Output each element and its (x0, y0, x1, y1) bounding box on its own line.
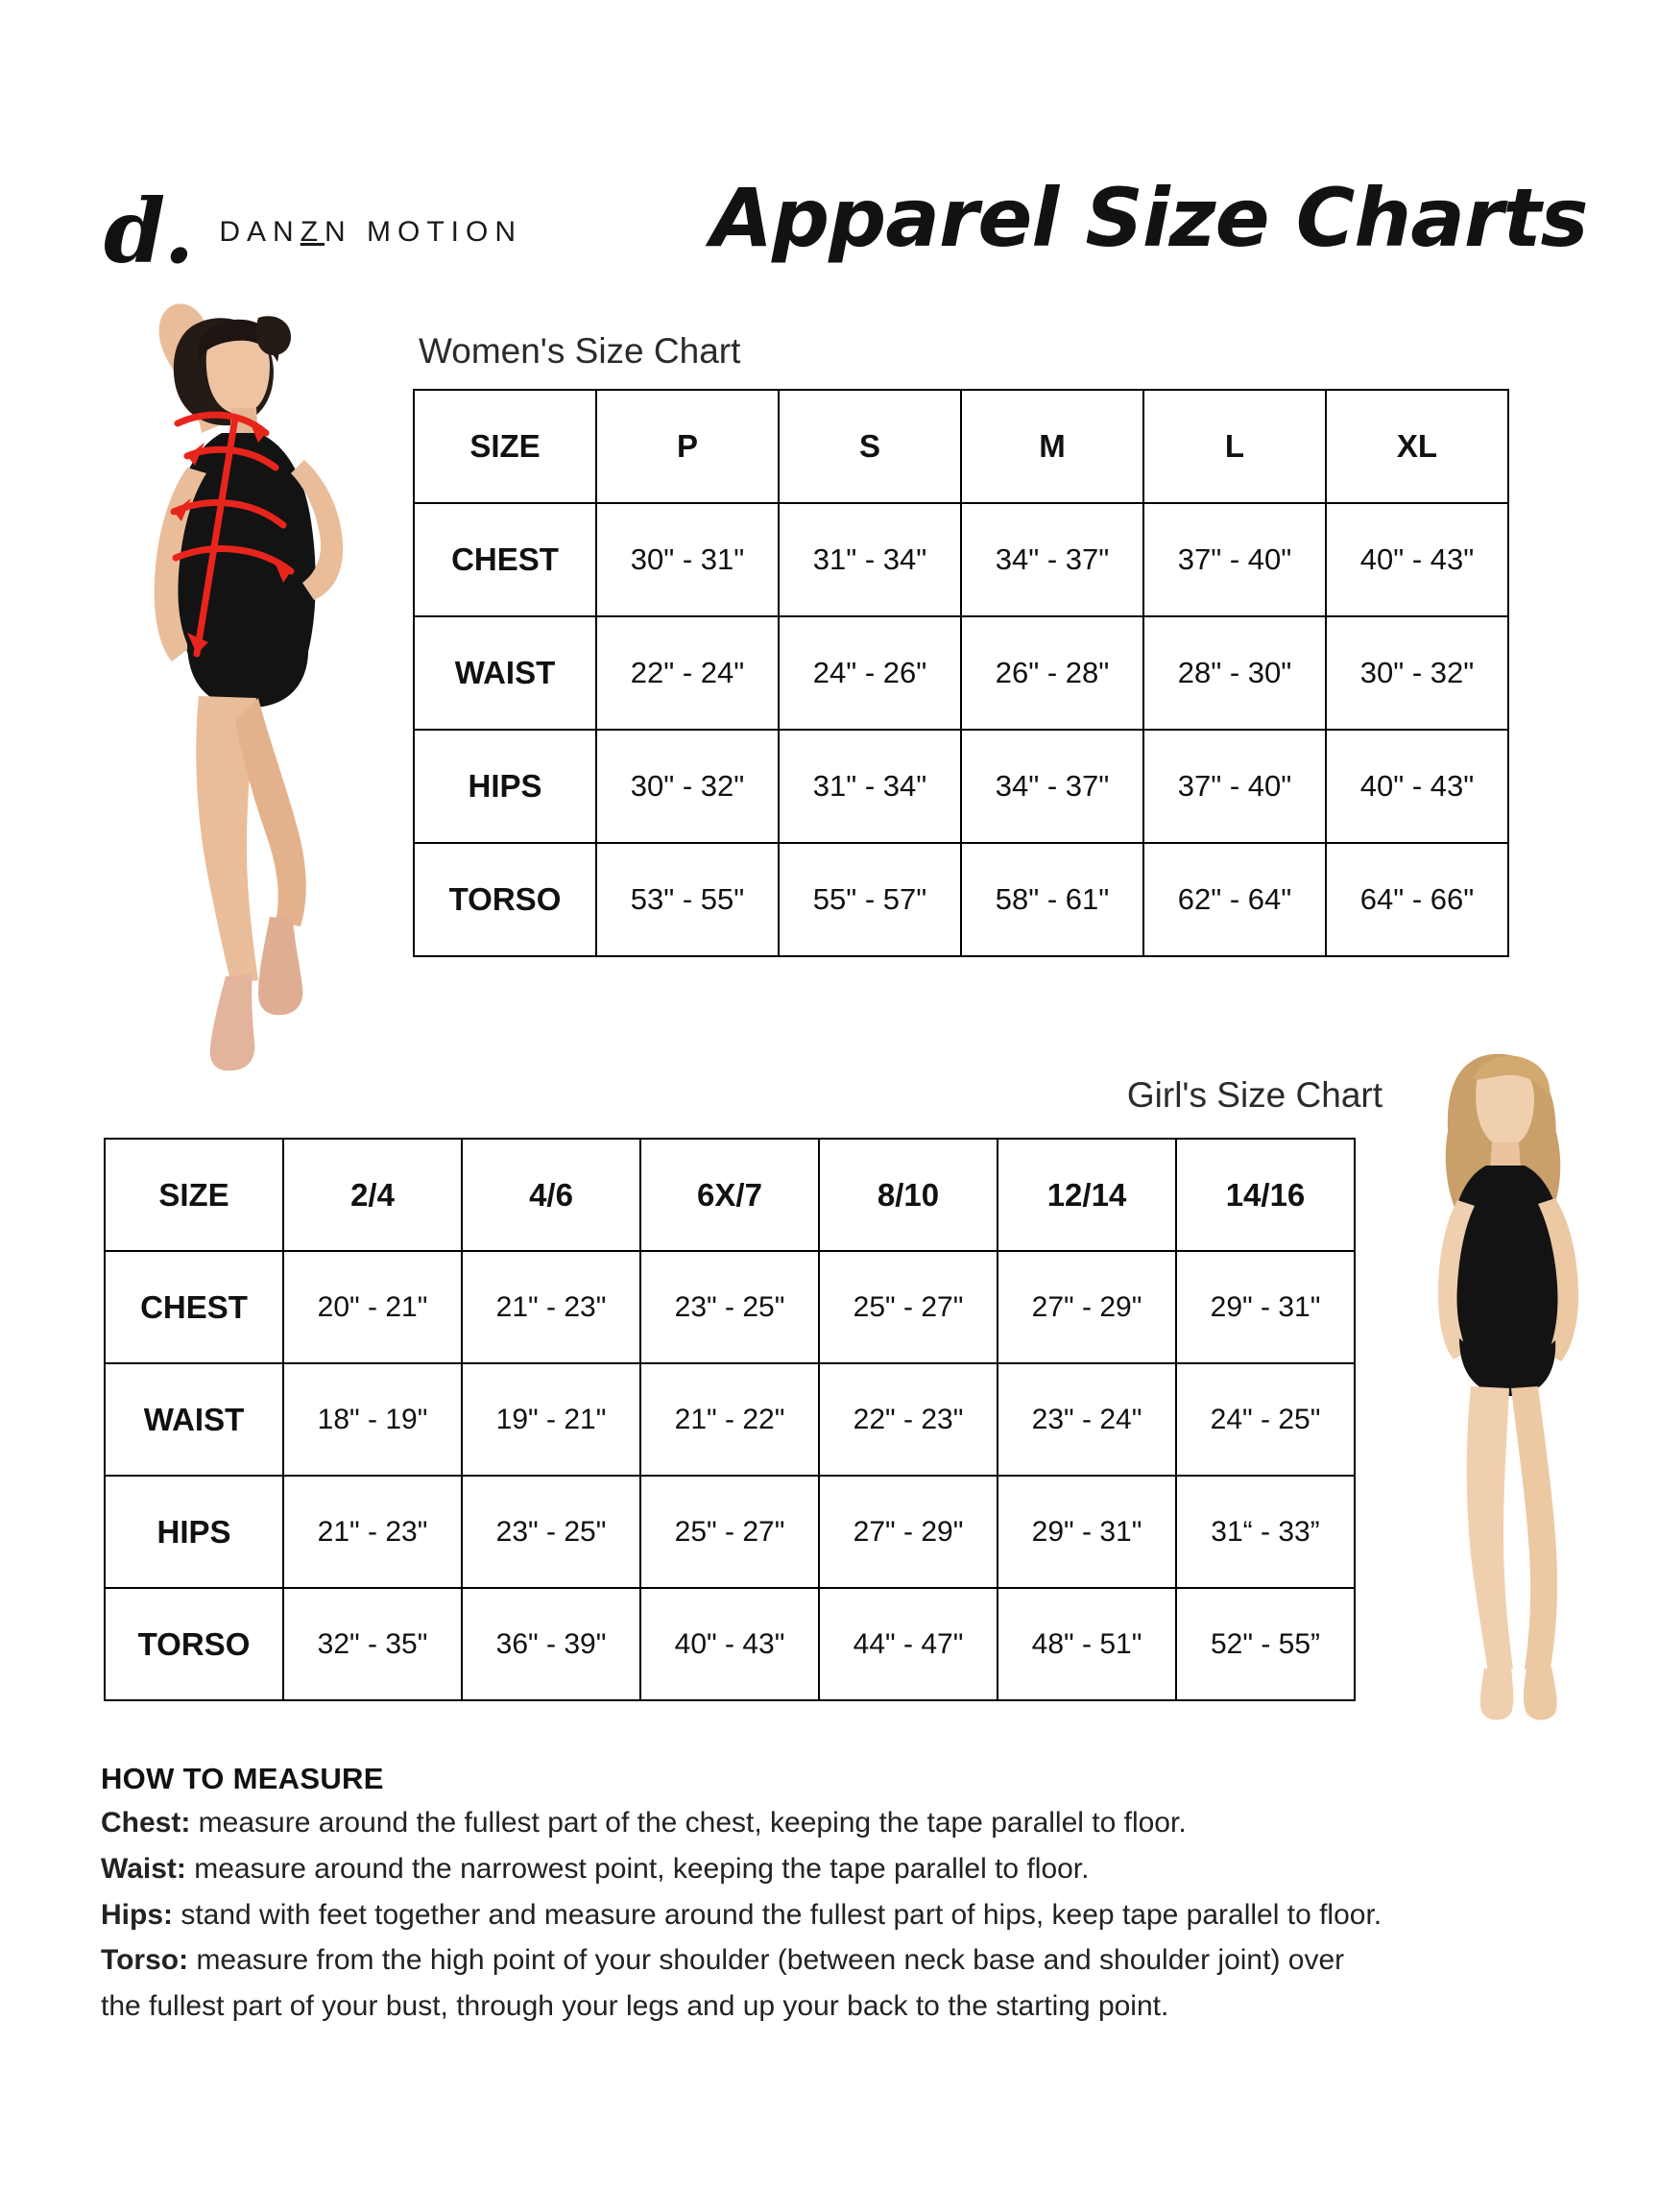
row-header-torso: TORSO (105, 1588, 283, 1700)
row-header-waist: WAIST (105, 1363, 283, 1476)
cell-waist-8-10: 22" - 23" (819, 1363, 998, 1476)
girls-size-table (104, 1138, 1356, 1701)
column-header-m: M (961, 390, 1143, 503)
cell-waist-l: 28" - 30" (1143, 616, 1326, 730)
cell-chest-2-4: 20" - 21" (283, 1251, 462, 1363)
row-header-chest: CHEST (105, 1251, 283, 1363)
table-row (105, 1363, 1355, 1476)
cell-chest-4-6: 21" - 23" (462, 1251, 640, 1363)
womens-chart-title: Women's Size Chart (419, 331, 741, 371)
table-row (105, 1251, 1355, 1363)
how-to-measure-chest (101, 1804, 1599, 1843)
cell-torso-xl: 64" - 66" (1326, 843, 1508, 956)
cell-chest-6x-7: 23" - 25" (640, 1251, 819, 1363)
cell-hips-12-14: 29" - 31" (998, 1476, 1176, 1588)
column-header-2-4: 2/4 (283, 1139, 462, 1251)
cell-chest-l: 37" - 40" (1143, 503, 1326, 616)
cell-torso-4-6: 36" - 39" (462, 1588, 640, 1700)
column-header-8-10: 8/10 (819, 1139, 998, 1251)
cell-waist-12-14: 23" - 24" (998, 1363, 1176, 1476)
cell-hips-l: 37" - 40" (1143, 730, 1326, 843)
table-row (414, 843, 1508, 956)
cell-waist-m: 26" - 28" (961, 616, 1143, 730)
cell-torso-14-16: 52" - 55” (1176, 1588, 1355, 1700)
row-header-hips: HIPS (414, 730, 596, 843)
woman-dancer-illustration (53, 254, 418, 1090)
table-row (105, 1476, 1355, 1588)
cell-waist-s: 24" - 26" (779, 616, 961, 730)
table-row (414, 730, 1508, 843)
cell-hips-4-6: 23" - 25" (462, 1476, 640, 1588)
column-header-xl: XL (1326, 390, 1508, 503)
how-to-measure-waist (101, 1850, 1599, 1889)
how-to-measure-hips (101, 1896, 1599, 1936)
term-hips: Hips: (101, 1898, 173, 1931)
cell-waist-p: 22" - 24" (596, 616, 779, 730)
term-waist: Waist: (101, 1852, 186, 1885)
cell-torso-m: 58" - 61" (961, 843, 1143, 956)
term-torso: Torso: (101, 1944, 189, 1977)
cell-waist-6x-7: 21" - 22" (640, 1363, 819, 1476)
womens-size-table (413, 389, 1509, 957)
girl-dancer-illustration (1382, 1018, 1632, 1738)
logo-mark-icon: d. (104, 180, 193, 283)
column-header-s: S (779, 390, 961, 503)
cell-hips-6x-7: 25" - 27" (640, 1476, 819, 1588)
text-waist: measure around the narrowest point, keeping the tape parallel to floor. (185, 1852, 1090, 1885)
row-header-waist: WAIST (414, 616, 596, 730)
logo-word-part-underlined: Z (300, 215, 325, 248)
table-header-row (414, 390, 1508, 503)
cell-hips-14-16: 31“ - 33” (1176, 1476, 1355, 1588)
cell-hips-m: 34" - 37" (961, 730, 1143, 843)
page-header (0, 96, 1659, 283)
text-torso: measure from the high point of your shoulder (between neck base and shoulder joint) over (188, 1944, 1345, 1977)
cell-torso-l: 62" - 64" (1143, 843, 1326, 956)
cell-hips-2-4: 21" - 23" (283, 1476, 462, 1588)
cell-chest-p: 30" - 31" (596, 503, 779, 616)
logo-word-part-1: DAN (219, 215, 301, 248)
cell-chest-s: 31" - 34" (779, 503, 961, 616)
cell-waist-4-6: 19" - 21" (462, 1363, 640, 1476)
cell-torso-6x-7: 40" - 43" (640, 1588, 819, 1700)
text-hips: stand with feet together and measure around the fullest part of hips, keep tape parallel to floor. (173, 1898, 1382, 1931)
column-header-12-14: 12/14 (998, 1139, 1176, 1251)
cell-torso-12-14: 48" - 51" (998, 1588, 1176, 1700)
cell-hips-8-10: 27" - 29" (819, 1476, 998, 1588)
logo-word-part-2: N MOTION (325, 215, 523, 248)
column-header-4-6: 4/6 (462, 1139, 640, 1251)
cell-chest-m: 34" - 37" (961, 503, 1143, 616)
girls-chart-title: Girl's Size Chart (1126, 1075, 1382, 1115)
term-chest: Chest: (101, 1807, 191, 1839)
column-header-6x-7: 6X/7 (640, 1139, 819, 1251)
cell-hips-s: 31" - 34" (779, 730, 961, 843)
cell-chest-14-16: 29" - 31" (1176, 1251, 1355, 1363)
cell-chest-12-14: 27" - 29" (998, 1251, 1176, 1363)
cell-waist-xl: 30" - 32" (1326, 616, 1508, 730)
cell-hips-p: 30" - 32" (596, 730, 779, 843)
column-header-p: P (596, 390, 779, 503)
column-header-14-16: 14/16 (1176, 1139, 1355, 1251)
girls-size-chart-section (104, 1138, 1361, 1701)
cell-torso-8-10: 44" - 47" (819, 1588, 998, 1700)
cell-chest-8-10: 25" - 27" (819, 1251, 998, 1363)
table-row (414, 503, 1508, 616)
cell-torso-2-4: 32" - 35" (283, 1588, 462, 1700)
column-header-size: SIZE (105, 1139, 283, 1251)
womens-size-chart-section (413, 331, 1517, 957)
how-to-measure-torso (101, 1941, 1599, 1981)
logo-wordmark (219, 216, 522, 249)
row-header-hips: HIPS (105, 1476, 283, 1588)
how-to-measure-torso-continuation: the fullest part of your bust, through your legs and up your back to the starting point. (101, 1990, 1169, 2023)
how-to-measure-section (101, 1762, 1599, 2033)
column-header-size: SIZE (414, 390, 596, 503)
row-header-chest: CHEST (414, 503, 596, 616)
cell-waist-14-16: 24" - 25" (1176, 1363, 1355, 1476)
table-row (414, 616, 1508, 730)
cell-hips-xl: 40" - 43" (1326, 730, 1508, 843)
page-title: Apparel Size Charts (710, 171, 1588, 265)
cell-chest-xl: 40" - 43" (1326, 503, 1508, 616)
table-row (105, 1588, 1355, 1700)
table-header-row (105, 1139, 1355, 1251)
column-header-l: L (1143, 390, 1326, 503)
cell-torso-s: 55" - 57" (779, 843, 961, 956)
text-chest: measure around the fullest part of the chest, keeping the tape parallel to floor. (190, 1807, 1187, 1839)
cell-torso-p: 53" - 55" (596, 843, 779, 956)
girls-chart-title-wrap (0, 1075, 1382, 1116)
row-header-torso: TORSO (414, 843, 596, 956)
how-to-measure-heading: HOW TO MEASURE (101, 1762, 384, 1795)
cell-waist-2-4: 18" - 19" (283, 1363, 462, 1476)
